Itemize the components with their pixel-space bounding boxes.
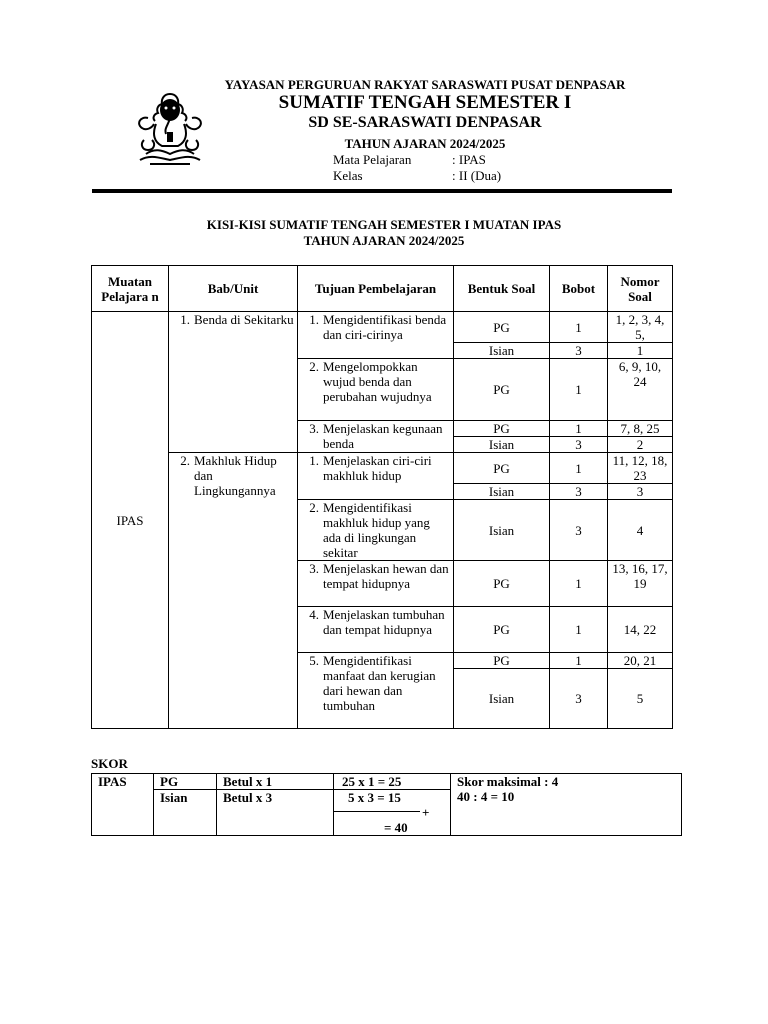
bentuk-cell: PG xyxy=(454,453,550,484)
exam-title: SUMATIF TENGAH SEMESTER I xyxy=(278,92,572,113)
skor-subject: IPAS xyxy=(92,774,154,836)
bentuk-cell: PG xyxy=(454,607,550,653)
plus-sign: + xyxy=(422,805,430,820)
bab-cell: 2. Makhluk Hidup dan Lingkungannya xyxy=(169,453,298,729)
nomor-cell: 6, 9, 10, 24 xyxy=(608,359,673,421)
tujuan-cell: 4. Menjelaskan tumbuhan dan tempat hidupnya xyxy=(298,607,454,653)
skor-calc-isian-cell xyxy=(334,790,451,836)
kisi-year: TAHUN AJARAN 2024/2025 xyxy=(303,233,465,248)
skor-maks-result: 40 : 4 = 10 xyxy=(457,789,515,804)
tujuan-cell: 3. Menjelaskan kegunaan benda xyxy=(298,421,454,453)
bobot-cell: 1 xyxy=(550,453,608,484)
skor-rule-isian: Betul x 3 xyxy=(217,790,334,836)
meta-label-class: Kelas xyxy=(333,168,363,183)
bentuk-cell: PG xyxy=(454,421,550,437)
nomor-cell: 20, 21 xyxy=(608,653,673,669)
nomor-cell: 2 xyxy=(608,437,673,453)
nomor-cell: 13, 16, 17, 19 xyxy=(608,561,673,607)
skor-maks-line: Skor maksimal : 4 xyxy=(457,774,559,789)
bobot-cell: 1 xyxy=(550,561,608,607)
bobot-cell: 3 xyxy=(550,500,608,561)
tujuan-cell: 2. Mengidentifikasi makhluk hidup yang ada di lingkungan sekitar xyxy=(298,500,454,561)
col-header-bobot: Bobot xyxy=(550,266,608,312)
col-header-bab: Bab/Unit xyxy=(169,266,298,312)
skor-table xyxy=(91,773,682,836)
skor-total: = 40 xyxy=(384,820,408,835)
nomor-cell: 14, 22 xyxy=(608,607,673,653)
bentuk-cell: PG xyxy=(454,312,550,343)
skor-type-pg: PG xyxy=(154,774,217,790)
col-header-muatan: Muatan Pelajara n xyxy=(92,266,169,312)
bobot-cell: 1 xyxy=(550,421,608,437)
tujuan-cell: 2. Mengelompokkan wujud benda dan perubahan wujudnya xyxy=(298,359,454,421)
meta-label-subject: Mata Pelajaran xyxy=(333,152,412,167)
skor-label: SKOR xyxy=(91,756,128,771)
bentuk-cell: Isian xyxy=(454,669,550,729)
sum-line xyxy=(334,811,420,812)
nomor-cell: 1 xyxy=(608,343,673,359)
nomor-cell: 1, 2, 3, 4, 5, xyxy=(608,312,673,343)
bobot-cell: 1 xyxy=(550,607,608,653)
col-header-bentuk: Bentuk Soal xyxy=(454,266,550,312)
bentuk-cell: Isian xyxy=(454,484,550,500)
skor-type-isian: Isian xyxy=(154,790,217,836)
bobot-cell: 3 xyxy=(550,437,608,453)
nomor-cell: 4 xyxy=(608,500,673,561)
skor-maks-cell xyxy=(451,774,682,836)
bobot-cell: 3 xyxy=(550,343,608,359)
nomor-cell: 7, 8, 25 xyxy=(608,421,673,437)
col-header-nomor: Nomor Soal xyxy=(608,266,673,312)
nomor-cell: 3 xyxy=(608,484,673,500)
header-divider xyxy=(92,189,672,193)
academic-year: TAHUN AJARAN 2024/2025 xyxy=(344,136,506,151)
bentuk-cell: Isian xyxy=(454,500,550,561)
bentuk-cell: Isian xyxy=(454,437,550,453)
tujuan-cell: 1. Menjelaskan ciri-ciri makhluk hidup xyxy=(298,453,454,500)
foundation-name: YAYASAN PERGURUAN RAKYAT SARASWATI PUSAT DENPASAR xyxy=(224,77,626,92)
tujuan-cell: 5. Mengidentifikasi manfaat dan kerugian dari hewan dan tumbuhan xyxy=(298,653,454,729)
bobot-cell: 3 xyxy=(550,484,608,500)
nomor-cell: 5 xyxy=(608,669,673,729)
meta-value-subject: : IPAS xyxy=(452,152,486,167)
skor-rule-pg: Betul x 1 xyxy=(217,774,334,790)
skor-calc-pg: 25 x 1 = 25 xyxy=(334,774,451,790)
bentuk-cell: PG xyxy=(454,653,550,669)
school-name: SD SE-SARASWATI DENPASAR xyxy=(308,114,542,131)
tujuan-cell: 1. Mengidentifikasi benda dan ciri-cirinya xyxy=(298,312,454,359)
bobot-cell: 1 xyxy=(550,312,608,343)
bentuk-cell: PG xyxy=(454,359,550,421)
kisi-table xyxy=(91,265,673,729)
bentuk-cell: Isian xyxy=(454,343,550,359)
nomor-cell: 11, 12, 18, 23 xyxy=(608,453,673,484)
bobot-cell: 1 xyxy=(550,653,608,669)
bentuk-cell: PG xyxy=(454,561,550,607)
skor-calc-isian: 5 x 3 = 15 xyxy=(348,790,401,805)
bobot-cell: 3 xyxy=(550,669,608,729)
bobot-cell: 1 xyxy=(550,359,608,421)
bab-cell: 1. Benda di Sekitarku xyxy=(169,312,298,453)
tujuan-cell: 3. Menjelaskan hewan dan tempat hidupnya xyxy=(298,561,454,607)
col-header-tujuan: Tujuan Pembelajaran xyxy=(298,266,454,312)
muatan-cell: IPAS xyxy=(92,312,169,729)
meta-value-class: : II (Dua) xyxy=(452,168,502,183)
kisi-title: KISI-KISI SUMATIF TENGAH SEMESTER I MUATAN IPAS xyxy=(206,217,562,232)
